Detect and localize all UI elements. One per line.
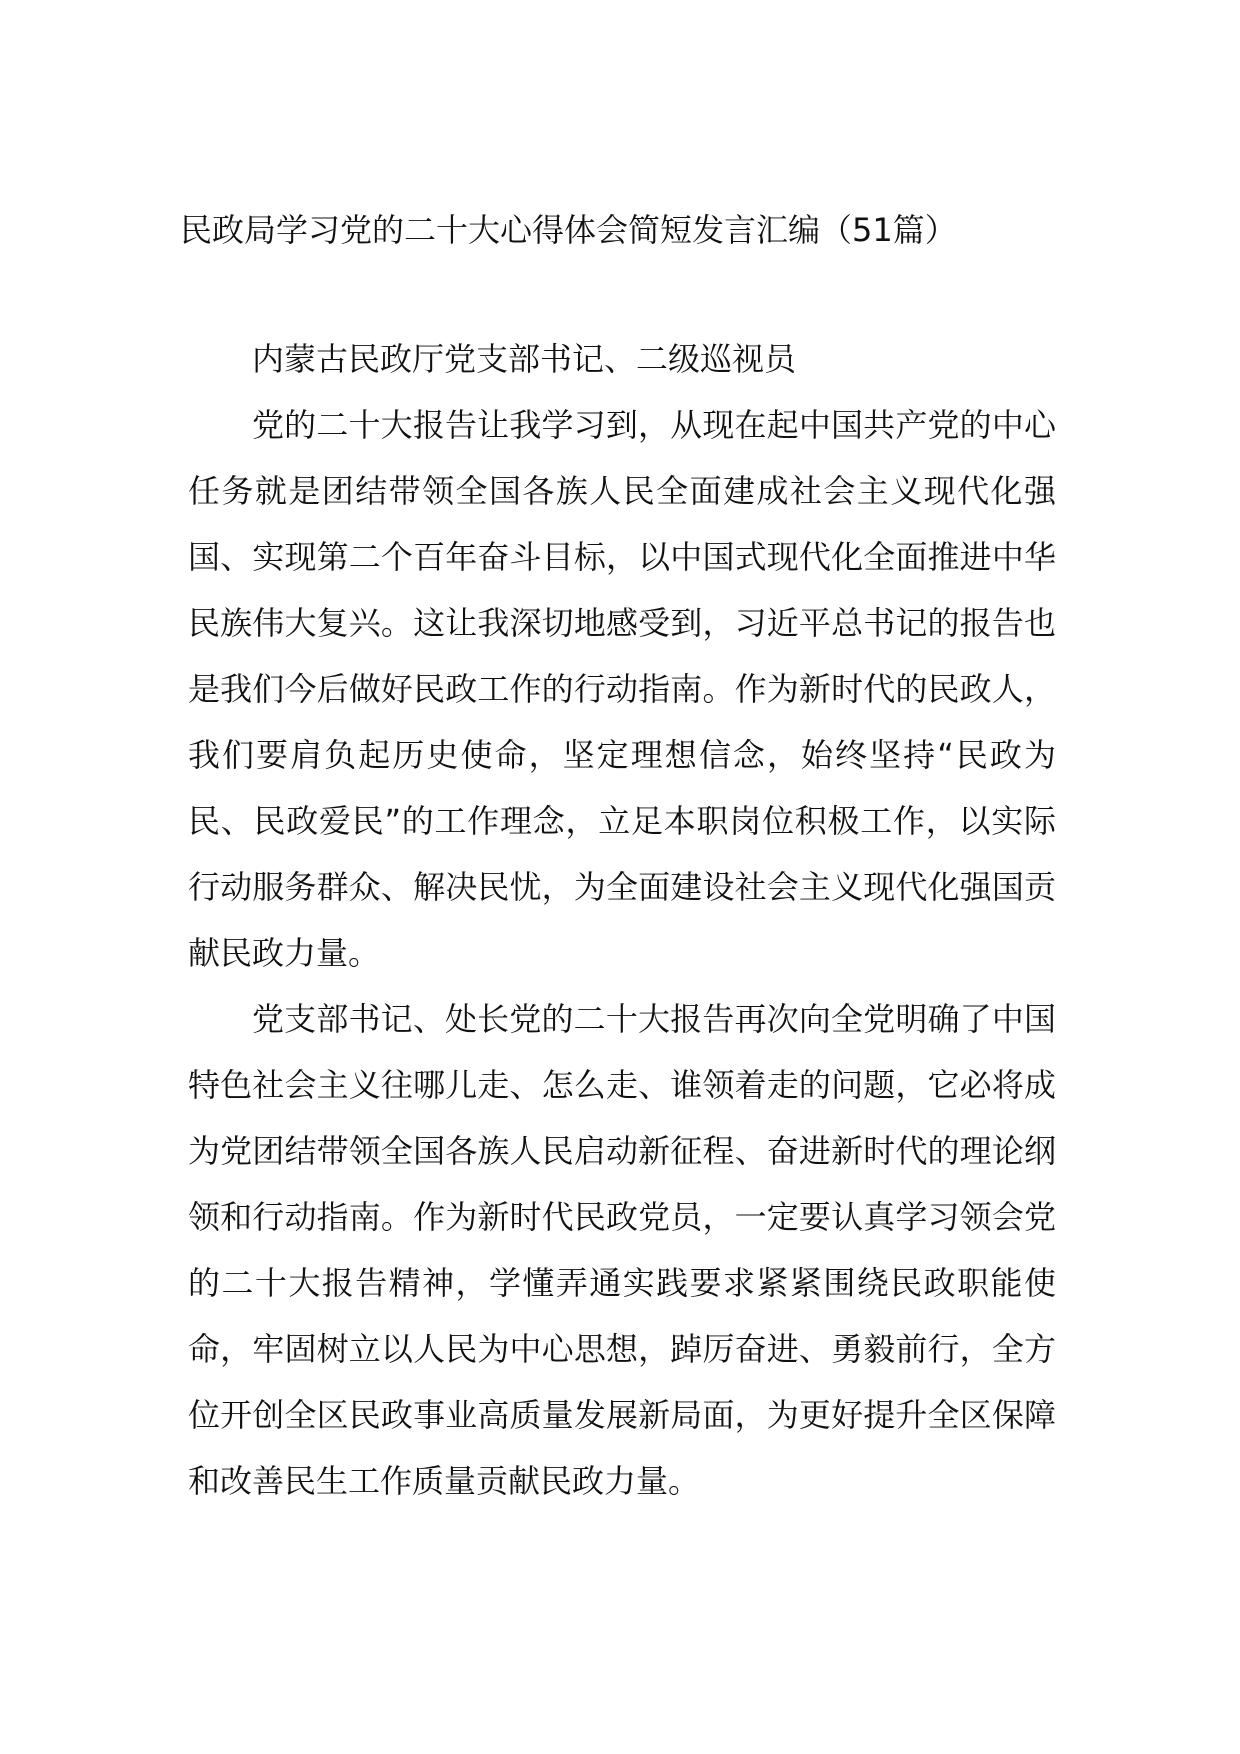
- document-body: [188, 326, 1056, 1514]
- paragraph-1: 党的二十大报告让我学习到，从现在起中国共产党的中心任务就是团结带领全国各族人民全面建成社会主义现代化强国、实现第二个百年奋斗目标，以中国式现代化全面推进中华民族伟大复兴。这让我深切地感受到，习近平总书记的报告也是我们今后做好民政工作的行动指南。作为新时代的民政人，我们要肩负起历史使命，坚定理想信念，始终坚持“民政为民、民政爱民”的工作理念，立足本职岗位积极工作，以实际行动服务群众、解决民忧，为全面建设社会主义现代化强国贡献民政力量。: [188, 406, 1056, 972]
- paragraph-2: 党支部书记、处长党的二十大报告再次向全党明确了中国特色社会主义往哪儿走、怎么走、谁领着走的问题，它必将成为党团结带领全国各族人民启动新征程、奋进新时代的理论纲领和行动指南。作为新时代民政党员，一定要认真学习领会党的二十大报告精神，学懂弄通实践要求紧紧围绕民政职能使命，牢固树立以人民为中心思想，踔厉奋进、勇毅前行，全方位开创全区民政事业高质量发展新局面，为更好提升全区保障和改善民生工作质量贡献民政力量。: [188, 1000, 1056, 1500]
- author-byline: 内蒙古民政厅党支部书记、二级巡视员: [252, 340, 797, 378]
- document-title: 民政局学习党的二十大心得体会简短发言汇编（51篇）: [180, 211, 957, 249]
